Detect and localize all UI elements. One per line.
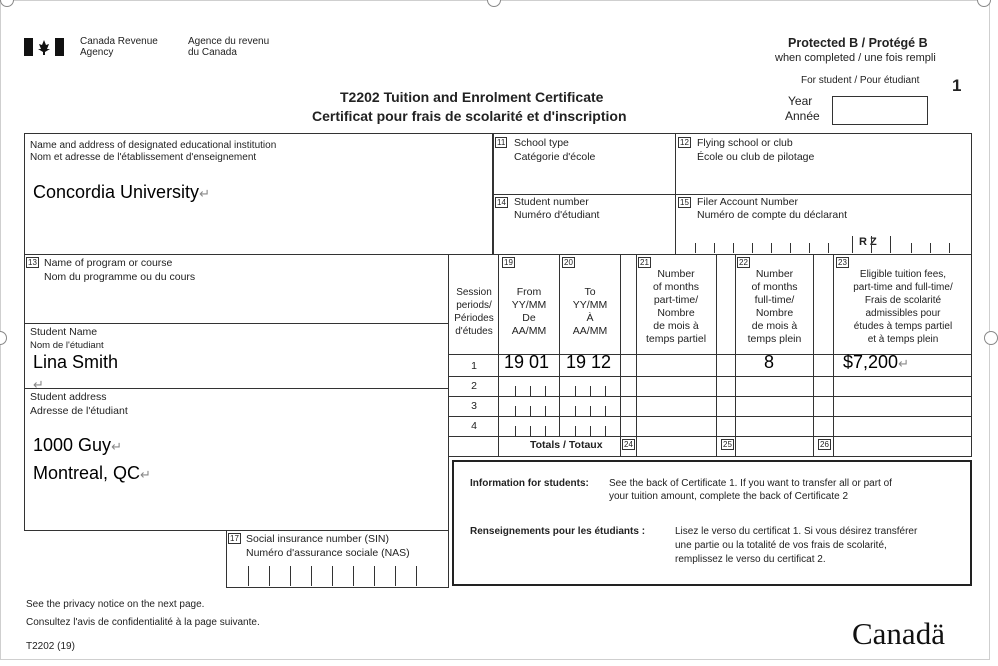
col-22-line5: de mois à [751, 320, 798, 332]
info-fr-label: Renseignements pour les étudiants : [470, 526, 646, 537]
copy-number: 1 [952, 76, 962, 95]
box-26-number: 26 [820, 440, 829, 449]
student-address-label-fr: Adresse de l'étudiant [30, 405, 128, 417]
col-19-number: 19 [504, 258, 513, 267]
form-code: T2202 (19) [26, 641, 75, 652]
school-type-label-fr: Catégorie d'école [514, 151, 596, 163]
col-21-line3: part-time/ [653, 294, 699, 306]
school-type-label-en: School type [514, 137, 569, 149]
box-12-number: 12 [680, 138, 689, 147]
col-23-number: 23 [838, 258, 847, 267]
for-student-label: For student / Pour étudiant [801, 75, 920, 86]
session-1-full-time-months-value[interactable]: 8 [764, 352, 775, 372]
sin-label-en: Social insurance number (SIN) [246, 533, 389, 545]
canada-flag-icon [24, 38, 64, 56]
institution-name-value[interactable]: Concordia University↵ [33, 182, 210, 202]
box-11-number: 11 [497, 138, 506, 147]
col-22-line4: Nombre [755, 307, 794, 319]
session-1-from-value[interactable]: 19 01 [504, 352, 550, 372]
program-label-en: Name of program or course [44, 257, 173, 269]
agency-fr-line2: du Canada [188, 47, 237, 58]
col-23-line6: et à temps plein [867, 334, 939, 345]
privacy-notice-fr: Consultez l'avis de confidentialité à la page suivante. [26, 617, 260, 628]
box-25-number: 25 [723, 440, 732, 449]
agency-fr-line1: Agence du revenu [188, 36, 270, 47]
student-address-line2[interactable]: Montreal, QC↵ [33, 463, 151, 483]
session-header-line4: d'études [455, 326, 493, 337]
info-fr-text-3: remplissez le verso du certificat 2. [675, 554, 826, 565]
col-23-line4: admissibles pour [865, 308, 941, 319]
sin-label-fr: Numéro d'assurance sociale (NAS) [246, 547, 410, 559]
col-22-line3: full-time/ [754, 294, 795, 306]
col-20-line2: YY/MM [572, 299, 608, 311]
col-19-line3: De [522, 312, 536, 324]
when-completed-label: when completed / une fois rempli [775, 52, 936, 64]
col-21-line6: temps partiel [645, 333, 707, 345]
year-label-fr: Année [785, 109, 820, 123]
session-header-line1: Session [456, 287, 492, 298]
year-label-en: Year [788, 94, 813, 108]
col-23-line2: part-time and full-time/ [853, 282, 953, 293]
student-address-label-en: Student address [30, 391, 107, 403]
session-row-1: 1 [471, 360, 477, 372]
return-mark: ↵ [33, 377, 44, 392]
program-label-fr: Nom du programme ou du cours [44, 271, 196, 283]
session-1-to-value[interactable]: 19 12 [566, 352, 612, 372]
year-field[interactable] [832, 96, 928, 125]
session-row-2: 2 [471, 380, 477, 392]
canada-wordmark-logo: Canadä [852, 616, 945, 651]
student-name-value[interactable]: Lina Smith [33, 352, 119, 372]
box-14-number: 14 [497, 198, 506, 207]
col-23-line3: Frais de scolarité [864, 295, 942, 306]
info-students-text-1: See the back of Certificate 1. If you want to transfer all or part of [609, 478, 892, 489]
privacy-notice-en: See the privacy notice on the next page. [26, 599, 205, 610]
col-19-line2: YY/MM [511, 299, 547, 311]
protected-label: Protected B / Protégé B [788, 36, 928, 50]
filer-account-label-en: Filer Account Number [697, 196, 798, 208]
student-address-line1[interactable]: 1000 Guy↵ [33, 435, 122, 455]
info-fr-text-1: Lisez le verso du certificat 1. Si vous désirez transférer [675, 526, 918, 537]
col-21-line5: de mois à [653, 320, 699, 332]
col-20-number: 20 [564, 258, 573, 267]
col-22-number: 22 [739, 258, 748, 267]
col-19-line4: AA/MM [511, 325, 547, 337]
col-21-line1: Number [657, 268, 695, 280]
resize-handle[interactable] [984, 331, 998, 345]
session-header-line3: Périodes [454, 313, 494, 324]
title-fr: Certificat pour frais de scolarité et d'inscription [312, 108, 627, 124]
session-row-3: 3 [471, 400, 477, 412]
col-19-line1: From [516, 286, 542, 298]
institution-label-en: Name and address of designated educational institution [30, 140, 277, 151]
title-en: T2202 Tuition and Enrolment Certificate [340, 89, 604, 105]
student-number-label-fr: Numéro d'étudiant [514, 209, 600, 221]
info-students-text-2: your tuition amount, complete the back of Certificate 2 [609, 491, 849, 502]
box-17-number: 17 [230, 534, 239, 543]
session-header-line2: periods/ [456, 300, 492, 311]
col-20-line4: AA/MM [572, 325, 608, 337]
col-21-line2: of months [652, 281, 700, 293]
filer-account-label-fr: Numéro de compte du déclarant [697, 209, 847, 221]
col-23-line5: études à temps partiel [853, 321, 953, 332]
info-fr-text-2: une partie ou la totalité de vos frais de scolarité, [675, 540, 887, 551]
col-22-line1: Number [755, 268, 794, 280]
session-row-4: 4 [471, 420, 477, 432]
session-1-tuition-value[interactable]: $7,200↵ [843, 352, 909, 372]
student-number-label-en: Student number [514, 196, 589, 208]
agency-en-line1: Canada Revenue [80, 36, 158, 47]
box-24-number: 24 [624, 440, 633, 449]
flying-school-label-fr: École ou club de pilotage [697, 151, 815, 163]
box-13-number: 13 [28, 258, 37, 267]
student-name-label-en: Student Name [30, 326, 98, 338]
institution-label-fr: Nom et adresse de l'établissement d'enseignement [30, 152, 257, 163]
col-23-line1: Eligible tuition fees, [859, 269, 947, 280]
col-20-line1: To [584, 286, 596, 298]
col-20-line3: À [586, 312, 594, 324]
student-name-label-fr: Nom de l'étudiant [30, 340, 104, 351]
flying-school-label-en: Flying school or club [697, 137, 793, 149]
col-21-line4: Nombre [657, 307, 695, 319]
rz-prefix: R Z [859, 236, 877, 248]
col-22-line6: temps plein [747, 333, 802, 345]
box-15-number: 15 [680, 198, 689, 207]
totals-label: Totals / Totaux [530, 439, 603, 451]
info-students-label: Information for students: [470, 478, 589, 489]
col-21-number: 21 [640, 258, 649, 267]
agency-en-line2: Agency [80, 47, 114, 58]
col-22-line2: of months [751, 281, 798, 293]
